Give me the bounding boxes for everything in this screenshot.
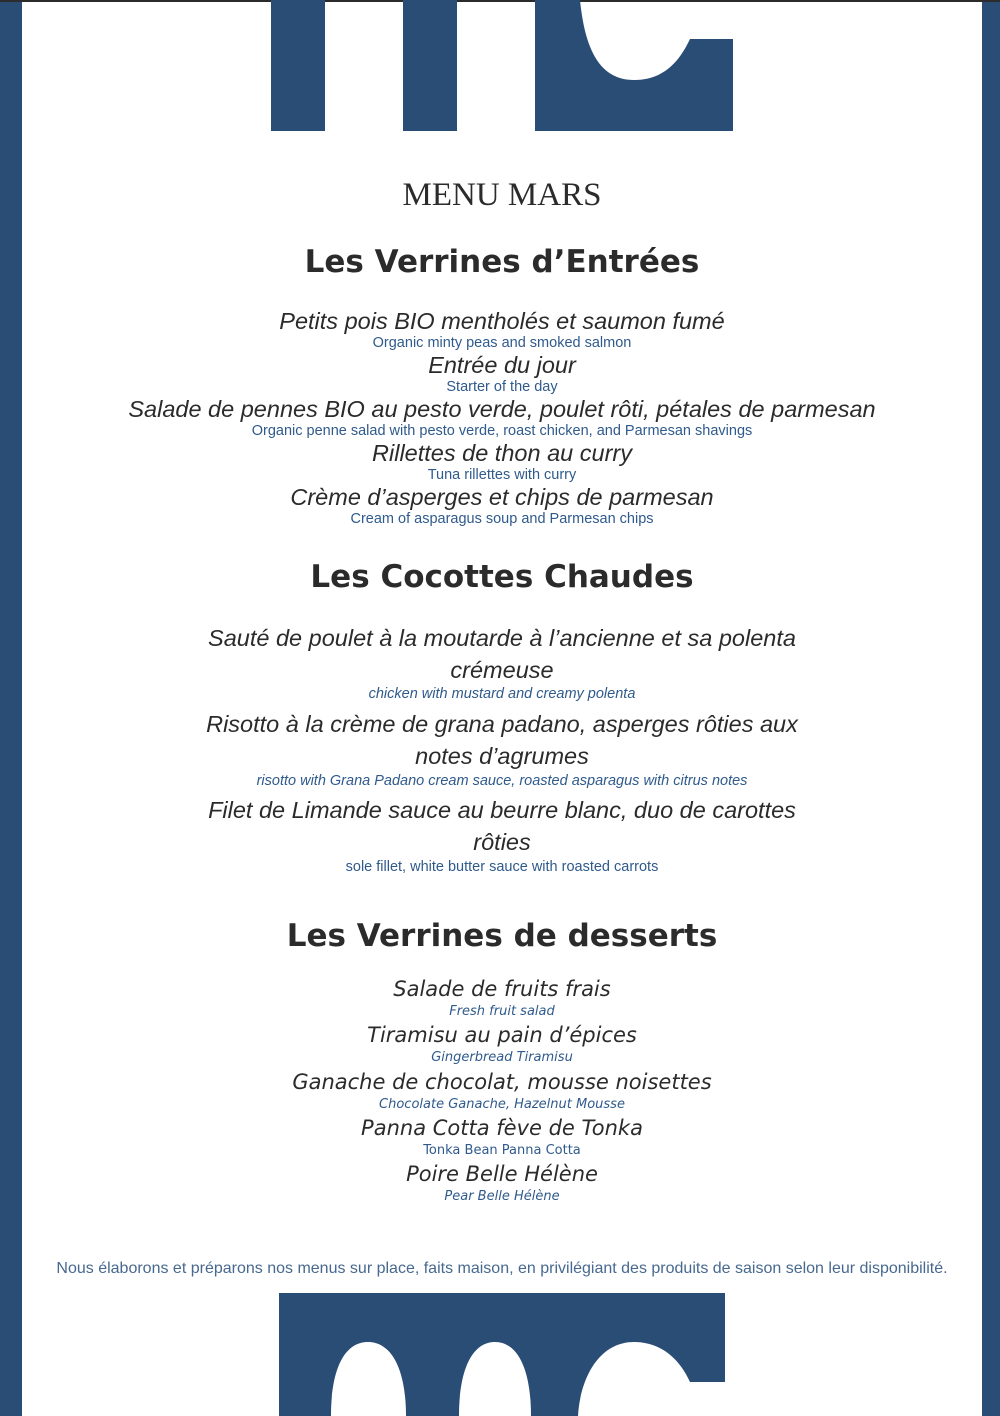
dish-name: Ganache de chocolat, mousse noisettes [292,1070,712,1094]
menu-title: MENU MARS [402,177,602,213]
dish-translation: Gingerbread Tiramisu [431,1050,573,1065]
dish-name: Crème d’asperges et chips de parmesan [290,484,714,510]
bottom-logo-graphic [0,1293,1000,1416]
footer-note: Nous élaborons et préparons nos menus sur place, faits maison, en privilégiant des produits de saison selon leur disponibilité. [56,1260,948,1277]
dish-name-line2: crémeuse [450,657,554,683]
dish-translation: Chocolate Ganache, Hazelnut Mousse [379,1097,625,1112]
dish-name-line1: Risotto à la crème de grana padano, asperges rôties aux [206,711,798,737]
dish-name: Salade de fruits frais [393,977,611,1001]
left-border [0,0,22,1416]
dish-translation: risotto with Grana Padano cream sauce, roasted asparagus with citrus notes [256,773,748,789]
dish-name: Rillettes de thon au curry [372,440,632,466]
dish-name: Tiramisu au pain d’épices [367,1023,637,1047]
dish-name-line1: Sauté de poulet à la moutarde à l’ancienne et sa polenta [208,625,796,651]
section-heading: Les Verrines d’Entrées [304,244,700,280]
dish-name: Panna Cotta fève de Tonka [361,1116,643,1140]
dish-translation: sole fillet, white butter sauce with roasted carrots [345,859,659,875]
dish-name-line2: rôties [473,829,531,855]
section-heading: Les Cocottes Chaudes [310,559,694,595]
section-heading: Les Verrines de desserts [286,918,718,954]
dish-name: Poire Belle Hélène [406,1162,598,1186]
dish-translation: Cream of asparagus soup and Parmesan chips [350,511,654,527]
dish-translation: Tonka Bean Panna Cotta [423,1143,581,1158]
dish-name: Salade de pennes BIO au pesto verde, poulet rôti, pétales de parmesan [128,396,876,422]
dish-name-line1: Filet de Limande sauce au beurre blanc, duo de carottes [208,797,796,823]
dish-name: Entrée du jour [428,352,576,378]
dish-name: Petits pois BIO mentholés et saumon fumé [279,308,725,334]
dish-translation: Organic penne salad with pesto verde, roast chicken, and Parmesan shavings [251,423,753,439]
dish-translation: Fresh fruit salad [449,1004,555,1019]
dish-translation: chicken with mustard and creamy polenta [368,686,636,702]
dish-translation: Organic minty peas and smoked salmon [372,335,632,351]
top-logo-graphic [0,0,1000,132]
right-border [982,0,1000,1416]
dish-translation: Starter of the day [446,379,558,395]
dish-translation: Pear Belle Hélène [444,1189,560,1204]
dish-name-line2: notes d’agrumes [415,743,589,769]
dish-translation: Tuna rillettes with curry [427,467,577,483]
